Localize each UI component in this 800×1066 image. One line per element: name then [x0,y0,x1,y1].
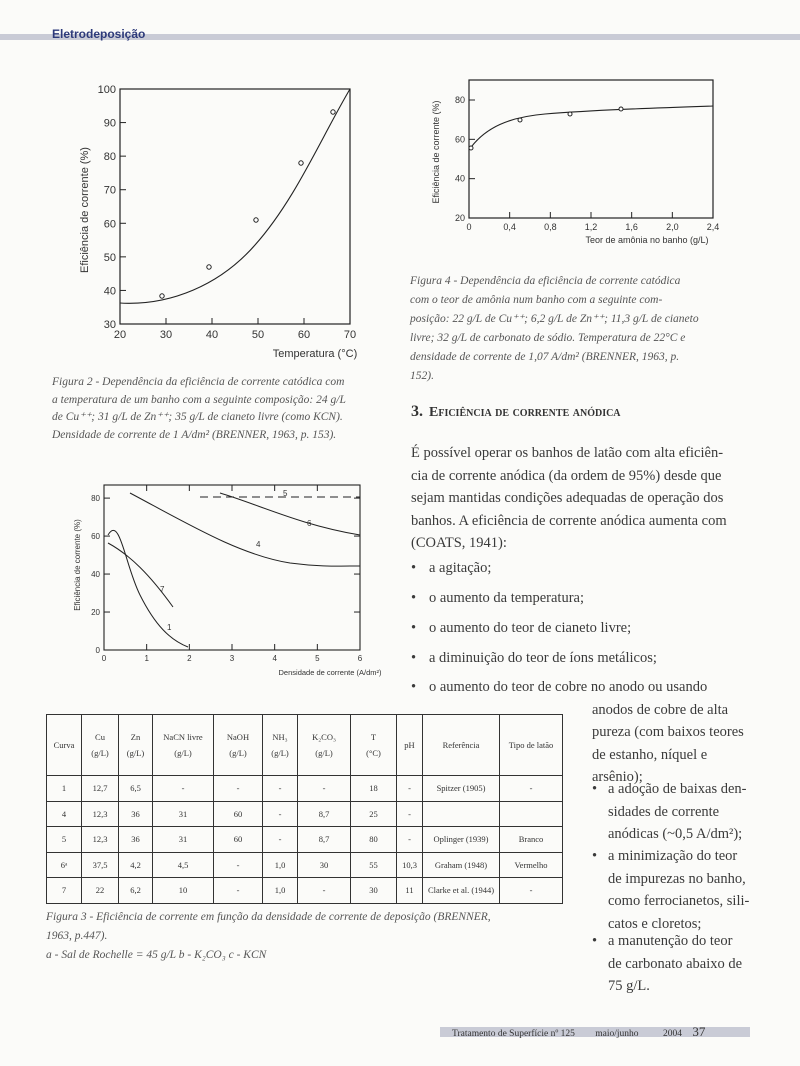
table-cell: - [397,801,423,827]
fig3-xtick-label: 5 [315,654,320,663]
fig2-ytick-label: 90 [103,117,116,130]
table-header-row: Curva Cu (g/L) Zn (g/L) NaCN livre (g/L) NaOH (g/L) NH₃ (g/L) K₂CO₃ (g/L) T (°C) pH Referência Tipo de latão [47,715,563,776]
bullet-dot: • [411,590,417,606]
figure-3-chart [70,475,390,685]
fig3-xtick-label: 4 [272,654,277,663]
bullet-text: o aumento da temperatura; [429,590,585,606]
bullet-text: o aumento do teor de cianeto livre; [429,620,632,636]
table-row [47,776,563,802]
section-3-paragraph: É possível operar os banhos de latão com alta eficiên- cia de corrente anódica (da ordem de 95%) desde que sejam mantidas condições adequadas de operação dos banhos. A eficiência de corrente anódica aumenta com (COATS, 1941): [411,445,727,551]
bullet-text: anódicas (~0,5 A/dm²); [608,826,743,842]
fig3-curve-4 [130,493,360,566]
table-cell: - [214,852,263,878]
fig3-ytick-label: 60 [91,532,100,542]
fig4-xtick-label: 0 [466,222,472,232]
fig3-xtick-label: 2 [187,654,192,663]
table-cell: 7 [47,878,82,904]
fig2-point [299,161,303,165]
bullet-dot: • [411,650,417,666]
fig3-xlabel: Densidade de corrente (A/dm²) [278,668,382,677]
bullet-dot: • [592,781,598,797]
table-cell: 12,3 [82,827,119,853]
bullet-dot: • [411,620,417,636]
bullet-text: anodos de cobre de alta [592,701,729,718]
table-cell: - [214,878,263,904]
table-cell: - [298,878,351,904]
table-cell: 30 [351,878,397,904]
table-cell: 4,5 [153,852,214,878]
table-cell: 11 [397,878,423,904]
page-footer: Tratamento de Superfície nº 125 maio/junho 2004 37 [452,1024,706,1039]
page-number: 37 [692,1024,706,1039]
table-cell: 8,7 [298,801,351,827]
fig3-xtick-label: 3 [229,654,235,663]
fig2-point [160,294,164,298]
fig2-curve [120,89,350,303]
bullet-text: a diminuição do teor de íons metálicos; [429,650,657,666]
table-row [47,827,563,853]
bullet-text: como ferrocianetos, sili- [608,893,750,909]
fig3-curve-label: 5 [283,489,288,498]
fig3-curve-label: 7 [160,585,165,594]
table-cell: 18 [351,776,397,802]
fig3-xtick-label: 1 [144,654,149,663]
fig2-xlabel: Temperatura (°C) [272,348,358,360]
table-row [47,878,563,904]
table-cell: 36 [119,827,153,853]
table-cell: 37,5 [82,852,119,878]
fig2-xtick-label: 40 [205,329,219,341]
bullet-dot: • [592,933,598,949]
fig3-xtick-label: 0 [101,654,107,663]
table-cell: 25 [351,801,397,827]
bullet-dot: • [592,848,598,864]
fig2-ytick-label: 70 [103,184,116,197]
fig4-xtick-label: 0,8 [544,222,557,232]
fig4-ytick-label: 40 [454,173,465,184]
fig2-ytick-label: 40 [103,285,116,298]
table-cell: 4 [47,801,82,827]
table-cell: - [263,827,298,853]
table-cell: 12,7 [82,776,119,802]
table-cell: 6,2 [119,878,153,904]
bullet-text: pureza (com baixos teores [592,724,744,740]
fig2-ytick-label: 50 [103,251,116,264]
bullet-text: sidades de corrente [608,803,720,820]
fig3-curve-7 [108,543,173,607]
fig4-xtick-label: 2,0 [666,222,679,232]
table-cell: 6ᵃ [47,852,82,878]
fig2-point [207,265,211,269]
table-cell: 80 [351,827,397,853]
fig3-curve-6 [220,493,360,535]
table-cell: 36 [119,801,153,827]
bullet-text: de carbonato abaixo de [608,955,743,972]
fig2-ytick-label: 100 [97,84,116,96]
fig2-ytick-label: 80 [103,151,116,164]
fig4-curve [469,106,713,150]
bullet-text: 75 g/L. [608,978,650,994]
bullet-text: de estanho, níquel e [592,746,708,763]
table-cell: 6,5 [119,776,153,802]
fig3-frame [104,485,360,650]
bullet-text: o aumento do teor de cobre no anodo ou usando [429,679,708,695]
fig4-xlabel: Teor de amônia no banho (g/L) [585,235,709,245]
table-cell: 22 [82,878,119,904]
table-cell: Clarke et al. (1944) [423,878,500,904]
bullet-text: a minimização do teor [608,848,738,864]
fig2-point [331,110,335,114]
fig3-ylabel: Eficiência de corrente (%) [73,519,82,611]
fig3-xtick-label: 6 [357,654,363,663]
figure-2-chart [70,80,370,370]
fig3-curve-label: 4 [256,540,261,549]
table-cell [500,801,563,827]
table-row [47,852,563,878]
fig3-curve-1 [108,530,188,647]
table-cell: 30 [298,852,351,878]
bullet-dot: • [411,679,417,695]
table-row [47,801,563,827]
fig2-xtick-label: 30 [159,329,173,341]
fig3-ytick-label: 80 [91,494,100,504]
fig4-frame [469,80,713,218]
table-cell: 60 [214,801,263,827]
table-cell: 60 [214,827,263,853]
fig4-ytick-label: 60 [454,134,465,145]
fig4-ytick-label: 80 [454,95,465,105]
table-cell: - [397,776,423,802]
figure-4-chart [425,72,745,257]
fig3-curve-label: 1 [167,623,172,632]
table-cell: - [500,878,563,904]
fig2-frame [120,89,350,324]
table-cell [423,801,500,827]
bullet-text: a adoção de baixas den- [608,781,747,797]
table-cell: 55 [351,852,397,878]
table-cell: - [263,776,298,802]
figure-2-caption: Figura 2 - Dependência da eficiência de corrente catódica com a temperatura de um banho com a seguinte composição: 24 g/L de Cu⁺⁺; 31 g/L de Zn⁺⁺; 35 g/L de cianeto livre (como KCN). Densidade de corrente de 1 A/dm² (BRENNER, 1963, p. 153). [52,376,346,441]
table-cell: - [153,776,214,802]
figure-3-table [46,714,563,904]
fig4-ytick-label: 20 [454,213,465,223]
bullet-text: a agitação; [429,560,492,576]
fig4-xtick-label: 1,2 [584,222,598,232]
table-cell: - [214,776,263,802]
table-cell: 1,0 [263,852,298,878]
fig2-xtick-label: 50 [251,329,265,341]
fig3-ytick-label: 0 [95,646,100,655]
section-header: Eletrodeposição [52,27,146,41]
table-cell: - [298,776,351,802]
table-cell: 12,3 [82,801,119,827]
table-cell: 5 [47,827,82,853]
bullet-text: a manutenção do teor [608,933,733,949]
fig3-ytick-label: 20 [91,608,100,618]
bullet-dot: • [411,560,417,576]
figure-4-caption: Figura 4 - Dependência da eficiência de corrente catódica com o teor de amônia num banho com a seguinte com- posição: 22 g/L de Cu⁺⁺; 6,2 g/L de Zn⁺⁺; 11,3 g/L de cianeto livre; 32 g/L de carbonato de sódio. Temperatura de 22°C e densidade de corrente de 1,07 A/dm² (BRENNER, 1963, p. 152). [410,275,699,382]
section-3-title: 3. Eficiência de corrente anódica [411,403,621,420]
table-cell: Graham (1948) [423,852,500,878]
bullet-text: arsênio); [592,769,643,785]
fig4-xtick-label: 2,4 [706,222,720,232]
fig4-ylabel: Eficiência de corrente (%) [431,100,441,204]
table-cell: 10 [153,878,214,904]
table-cell: 8,7 [298,827,351,853]
table-cell: - [397,827,423,853]
fig2-ytick-label: 60 [103,218,116,231]
fig2-xtick-label: 70 [343,329,357,341]
fig2-xtick-label: 60 [297,329,311,341]
table-cell: - [500,776,563,802]
table-cell: 31 [153,827,214,853]
fig3-curve-label: 6 [307,519,312,528]
table-cell: Vermelho [500,852,563,878]
fig2-xtick-label: 20 [113,329,127,341]
table-cell: Spitzer (1905) [423,776,500,802]
fig3-ytick-label: 40 [91,570,100,580]
figure-3-caption: Figura 3 - Eficiência de corrente em função da densidade de corrente de deposição (BRENNER, 1963, p.447). a - Sal de Rochelle = 45 g/L b - K₂CO₃ c - KCN [46,911,491,961]
table-cell: 10,3 [397,852,423,878]
table-cell: 31 [153,801,214,827]
bullet-text: de impurezas no banho, [608,870,746,887]
fig2-ylabel: Eficiência de corrente (%) [79,147,91,273]
bullet-text: catos e cloretos; [608,915,702,932]
fig2-ytick-label: 30 [103,319,116,331]
fig2-point [254,218,258,222]
table-cell: - [263,801,298,827]
table-cell: 4,2 [119,852,153,878]
table-cell: Oplinger (1939) [423,827,500,853]
table-cell: Branco [500,827,563,853]
table-cell: 1 [47,776,82,802]
fig4-xtick-label: 1,6 [625,222,638,232]
fig4-xtick-label: 0,4 [503,222,516,232]
table-cell: 1,0 [263,878,298,904]
